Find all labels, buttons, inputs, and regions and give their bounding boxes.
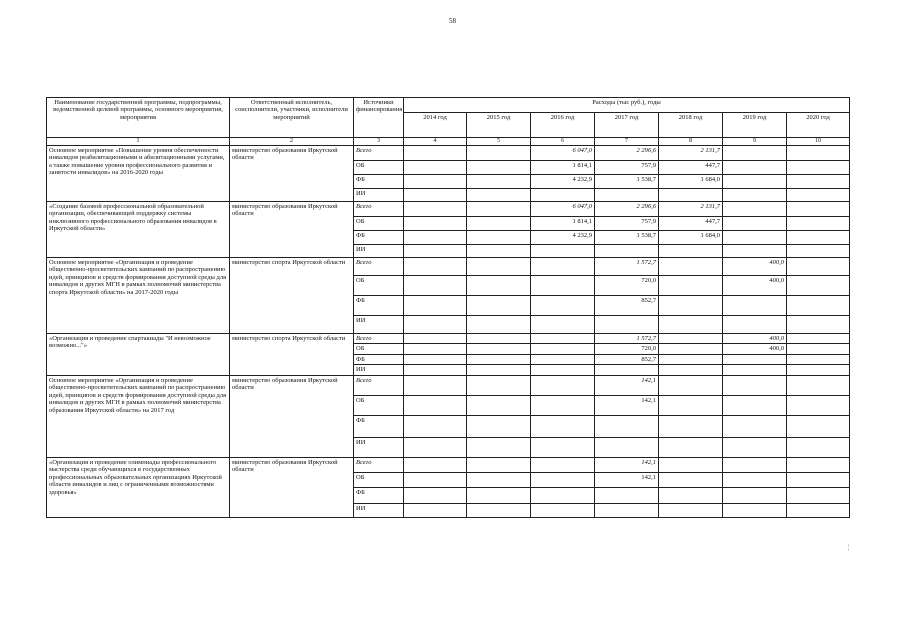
expense-value: 757,9 bbox=[595, 217, 659, 231]
table-row bbox=[47, 146, 850, 161]
expense-value: 142,1 bbox=[595, 395, 659, 415]
header-year: 2014 год bbox=[404, 113, 467, 138]
expense-value bbox=[659, 457, 723, 472]
expense-value bbox=[404, 457, 467, 472]
expense-value bbox=[531, 316, 595, 334]
expense-value bbox=[723, 354, 787, 364]
header-year: 2015 год bbox=[467, 113, 531, 138]
expense-value: 2 131,7 bbox=[659, 202, 723, 217]
expense-value bbox=[787, 296, 850, 316]
measure-executor: министерство спорта Иркутской области bbox=[230, 258, 354, 334]
expense-value: 4 232,9 bbox=[531, 175, 595, 189]
expense-value bbox=[531, 457, 595, 472]
expense-value: 757,9 bbox=[595, 161, 659, 175]
measure-name: Основное мероприятие «Повышение уровня обеспеченности инвалидов реабилитационными и абилитационными услугами, а также повышение уровня профессионального развития и занятости инвалидов» на 2016-2020 годы bbox=[47, 146, 230, 202]
expense-value bbox=[787, 258, 850, 276]
expense-value bbox=[531, 296, 595, 316]
expense-value bbox=[467, 472, 531, 487]
expense-value bbox=[787, 146, 850, 161]
expense-value bbox=[723, 175, 787, 189]
expense-value bbox=[404, 161, 467, 175]
table-row bbox=[47, 202, 850, 217]
expense-value bbox=[659, 472, 723, 487]
expense-value bbox=[531, 354, 595, 364]
expense-value bbox=[531, 344, 595, 354]
expense-value bbox=[659, 503, 723, 517]
expense-value bbox=[787, 344, 850, 354]
expense-value bbox=[467, 457, 531, 472]
expense-value bbox=[467, 276, 531, 296]
expense-value bbox=[723, 217, 787, 231]
expense-value bbox=[467, 365, 531, 375]
expense-value: 1 814,1 bbox=[531, 217, 595, 231]
expense-value: 142,1 bbox=[595, 472, 659, 487]
expense-value bbox=[723, 146, 787, 161]
funding-source: ОБ bbox=[354, 344, 404, 354]
expense-value bbox=[659, 395, 723, 415]
expense-value bbox=[659, 296, 723, 316]
expense-value: 142,1 bbox=[595, 457, 659, 472]
expense-value bbox=[404, 175, 467, 189]
expense-value bbox=[467, 354, 531, 364]
measure-name: «Создание базовой профессиональной образовательной организации, обеспечивающей поддержку системы инклюзивного профессионального образования инвалидов в Иркутской области» bbox=[47, 202, 230, 258]
funding-source: ИИ bbox=[354, 316, 404, 334]
expense-value bbox=[787, 472, 850, 487]
funding-source: ИИ bbox=[354, 503, 404, 517]
column-number: 9 bbox=[723, 138, 787, 146]
expense-value bbox=[531, 334, 595, 344]
expense-value bbox=[531, 276, 595, 296]
expense-value bbox=[467, 415, 531, 437]
column-number: 1 bbox=[47, 138, 230, 146]
expense-value bbox=[787, 375, 850, 395]
expense-value bbox=[404, 146, 467, 161]
expense-value bbox=[467, 217, 531, 231]
expense-value: 1 814,1 bbox=[531, 161, 595, 175]
measure-name: Основное мероприятие «Организация и проведение общественно-просветительских кампаний по распространению идей, принципов и средств формирования доступной среды для инвалидов и других МГН в рамках полномочий министерства образования Иркутской области» на 2017 год bbox=[47, 375, 230, 457]
expense-value bbox=[404, 189, 467, 202]
expense-value bbox=[467, 334, 531, 344]
funding-source: ФБ bbox=[354, 487, 404, 503]
expense-value bbox=[467, 146, 531, 161]
expense-value bbox=[787, 365, 850, 375]
expense-value bbox=[467, 161, 531, 175]
expense-value bbox=[723, 487, 787, 503]
expense-value: 400,0 bbox=[723, 258, 787, 276]
expense-value bbox=[787, 245, 850, 258]
expense-value bbox=[404, 365, 467, 375]
funding-source: Всего bbox=[354, 375, 404, 395]
funding-source: ФБ bbox=[354, 231, 404, 245]
expense-value bbox=[531, 365, 595, 375]
funding-source: ОБ bbox=[354, 161, 404, 175]
expense-value: 852,7 bbox=[595, 354, 659, 364]
expense-value bbox=[531, 189, 595, 202]
measure-name: Основное мероприятие «Организация и проведение общественно-просветительских кампаний по распространению идей, принципов и средств формирования доступной среды для инвалидов и других МГН в рамках полномочий министерства спорта Иркутской области» на 2017-2020 годы bbox=[47, 258, 230, 334]
funding-source: ФБ bbox=[354, 296, 404, 316]
expense-value bbox=[659, 375, 723, 395]
expense-value bbox=[467, 258, 531, 276]
expense-value: 1 684,0 bbox=[659, 231, 723, 245]
header-expenses: Расходы (тыс руб.), годы bbox=[404, 98, 850, 113]
expense-value bbox=[787, 395, 850, 415]
expense-value bbox=[595, 415, 659, 437]
expense-value bbox=[404, 354, 467, 364]
expense-value bbox=[531, 395, 595, 415]
financing-table bbox=[46, 97, 850, 518]
expense-value bbox=[467, 437, 531, 457]
expense-value bbox=[467, 231, 531, 245]
expense-value bbox=[787, 487, 850, 503]
expense-value bbox=[659, 316, 723, 334]
expense-value bbox=[723, 365, 787, 375]
table-row bbox=[47, 334, 850, 344]
column-number: 5 bbox=[467, 138, 531, 146]
expense-value: 720,0 bbox=[595, 344, 659, 354]
funding-source: Всего bbox=[354, 258, 404, 276]
measure-executor: министерство образования Иркутской области bbox=[230, 457, 354, 517]
column-number: 2 bbox=[230, 138, 354, 146]
expense-value bbox=[723, 245, 787, 258]
table-row bbox=[47, 457, 850, 472]
measure-executor: министерство образования Иркутской области bbox=[230, 375, 354, 457]
column-number: 4 bbox=[404, 138, 467, 146]
expense-value bbox=[404, 245, 467, 258]
expense-value bbox=[531, 245, 595, 258]
expense-value bbox=[404, 487, 467, 503]
expense-value bbox=[404, 415, 467, 437]
expense-value bbox=[404, 472, 467, 487]
column-number: 10 bbox=[787, 138, 850, 146]
expense-value bbox=[595, 437, 659, 457]
funding-source: ОБ bbox=[354, 217, 404, 231]
expense-value bbox=[723, 395, 787, 415]
expense-value bbox=[404, 217, 467, 231]
expense-value bbox=[467, 344, 531, 354]
expense-value bbox=[659, 258, 723, 276]
funding-source: Всего bbox=[354, 202, 404, 217]
expense-value: 1 572,7 bbox=[595, 258, 659, 276]
expense-value bbox=[723, 437, 787, 457]
measure-executor: министерство образования Иркутской области bbox=[230, 146, 354, 202]
expense-value: 447,7 bbox=[659, 161, 723, 175]
expense-value bbox=[787, 161, 850, 175]
measure-name: «Организация и проведение спартакиады "И невозможное возможно..."» bbox=[47, 334, 230, 376]
expense-value bbox=[467, 375, 531, 395]
expense-value bbox=[531, 437, 595, 457]
expense-value bbox=[659, 365, 723, 375]
expense-value bbox=[659, 344, 723, 354]
expense-value bbox=[531, 375, 595, 395]
expense-value bbox=[787, 231, 850, 245]
expense-value bbox=[723, 472, 787, 487]
expense-value bbox=[404, 296, 467, 316]
expense-value bbox=[659, 415, 723, 437]
expense-value bbox=[404, 202, 467, 217]
column-number: 3 bbox=[354, 138, 404, 146]
expense-value: 1 538,7 bbox=[595, 175, 659, 189]
header-year: 2018 год bbox=[659, 113, 723, 138]
expense-value bbox=[787, 437, 850, 457]
expense-value bbox=[404, 231, 467, 245]
expense-value: 4 232,9 bbox=[531, 231, 595, 245]
expense-value bbox=[723, 457, 787, 472]
expense-value bbox=[531, 472, 595, 487]
expense-value bbox=[787, 202, 850, 217]
expense-value bbox=[595, 503, 659, 517]
funding-source: ОБ bbox=[354, 472, 404, 487]
funding-source: ИИ bbox=[354, 437, 404, 457]
expense-value bbox=[723, 316, 787, 334]
expense-value bbox=[659, 245, 723, 258]
funding-source: Всего bbox=[354, 146, 404, 161]
expense-value: 2 296,6 bbox=[595, 146, 659, 161]
funding-source: ИИ bbox=[354, 189, 404, 202]
expense-value bbox=[467, 202, 531, 217]
expense-value bbox=[595, 316, 659, 334]
expense-value bbox=[404, 258, 467, 276]
expense-value bbox=[595, 245, 659, 258]
expense-value bbox=[787, 503, 850, 517]
column-number: 6 bbox=[531, 138, 595, 146]
expense-value bbox=[723, 189, 787, 202]
expense-value bbox=[787, 354, 850, 364]
expense-value bbox=[404, 503, 467, 517]
header-year: 2016 год bbox=[531, 113, 595, 138]
expense-value bbox=[595, 189, 659, 202]
expense-value bbox=[723, 375, 787, 395]
expense-value bbox=[467, 296, 531, 316]
funding-source: ОБ bbox=[354, 395, 404, 415]
expense-value bbox=[404, 437, 467, 457]
measure-executor: министерство образования Иркутской области bbox=[230, 202, 354, 258]
measure-name: «Организация и проведение олимпиады профессионального мастерства среди обучающихся в государственных профессиональных образовательных организациях Иркутской области инвалидов и лиц с ограниченными возможностями здоровья» bbox=[47, 457, 230, 517]
expense-value bbox=[723, 231, 787, 245]
expense-value bbox=[787, 217, 850, 231]
expense-value: 400,0 bbox=[723, 276, 787, 296]
header-year: 2019 год bbox=[723, 113, 787, 138]
expense-value: 400,0 bbox=[723, 334, 787, 344]
expense-value bbox=[723, 161, 787, 175]
expense-value: 852,7 bbox=[595, 296, 659, 316]
funding-source: ФБ bbox=[354, 415, 404, 437]
expense-value bbox=[467, 189, 531, 202]
header-name: Наименование государственной программы, подпрограммы, ведомственной целевой программы, основного мероприятия, мероприятия bbox=[47, 98, 230, 138]
expense-value: 447,7 bbox=[659, 217, 723, 231]
expense-value: 2 296,6 bbox=[595, 202, 659, 217]
expense-value bbox=[659, 437, 723, 457]
page-number: 58 bbox=[449, 17, 456, 25]
header-sources: Источники финансирования bbox=[354, 98, 404, 138]
expense-value bbox=[787, 457, 850, 472]
funding-source: ФБ bbox=[354, 354, 404, 364]
expense-value bbox=[787, 415, 850, 437]
expense-value bbox=[404, 395, 467, 415]
expense-value: 142,1 bbox=[595, 375, 659, 395]
expense-value: 720,0 bbox=[595, 276, 659, 296]
expense-value bbox=[404, 344, 467, 354]
expense-value bbox=[467, 316, 531, 334]
expense-value bbox=[595, 487, 659, 503]
expense-value bbox=[467, 395, 531, 415]
expense-value bbox=[787, 189, 850, 202]
expense-value bbox=[467, 245, 531, 258]
expense-value: 1 572,7 bbox=[595, 334, 659, 344]
expense-value bbox=[531, 258, 595, 276]
expense-value bbox=[531, 415, 595, 437]
expense-value bbox=[659, 189, 723, 202]
expense-value: 1 684,0 bbox=[659, 175, 723, 189]
expense-value bbox=[467, 175, 531, 189]
expense-value bbox=[787, 175, 850, 189]
expense-value bbox=[404, 375, 467, 395]
column-number: 7 bbox=[595, 138, 659, 146]
expense-value bbox=[404, 316, 467, 334]
expense-value: 400,0 bbox=[723, 344, 787, 354]
expense-value bbox=[659, 354, 723, 364]
expense-value bbox=[467, 503, 531, 517]
expense-value bbox=[659, 334, 723, 344]
margin-mark: ¦ bbox=[848, 545, 850, 551]
expense-value bbox=[467, 487, 531, 503]
funding-source: ИИ bbox=[354, 245, 404, 258]
expense-value bbox=[723, 415, 787, 437]
header-executor: Ответственный исполнитель, соисполнители, участники, исполнители мероприятий bbox=[230, 98, 354, 138]
column-number: 8 bbox=[659, 138, 723, 146]
expense-value bbox=[723, 503, 787, 517]
expense-value bbox=[531, 487, 595, 503]
expense-value bbox=[787, 316, 850, 334]
expense-value bbox=[404, 334, 467, 344]
funding-source: Всего bbox=[354, 334, 404, 344]
funding-source: Всего bbox=[354, 457, 404, 472]
measure-executor: министерство спорта Иркутской области bbox=[230, 334, 354, 376]
table-row bbox=[47, 258, 850, 276]
expense-value: 6 047,0 bbox=[531, 146, 595, 161]
expense-value bbox=[723, 296, 787, 316]
table-row bbox=[47, 375, 850, 395]
expense-value bbox=[659, 487, 723, 503]
header-year: 2017 год bbox=[595, 113, 659, 138]
header-year: 2020 год bbox=[787, 113, 850, 138]
expense-value bbox=[531, 503, 595, 517]
expense-value: 1 538,7 bbox=[595, 231, 659, 245]
expense-value: 2 131,7 bbox=[659, 146, 723, 161]
expense-value: 6 047,0 bbox=[531, 202, 595, 217]
expense-value bbox=[723, 202, 787, 217]
funding-source: ИИ bbox=[354, 365, 404, 375]
expense-value bbox=[659, 276, 723, 296]
expense-value bbox=[787, 276, 850, 296]
funding-source: ФБ bbox=[354, 175, 404, 189]
expense-value bbox=[787, 334, 850, 344]
expense-value bbox=[595, 365, 659, 375]
funding-source: ОБ bbox=[354, 276, 404, 296]
expense-value bbox=[404, 276, 467, 296]
